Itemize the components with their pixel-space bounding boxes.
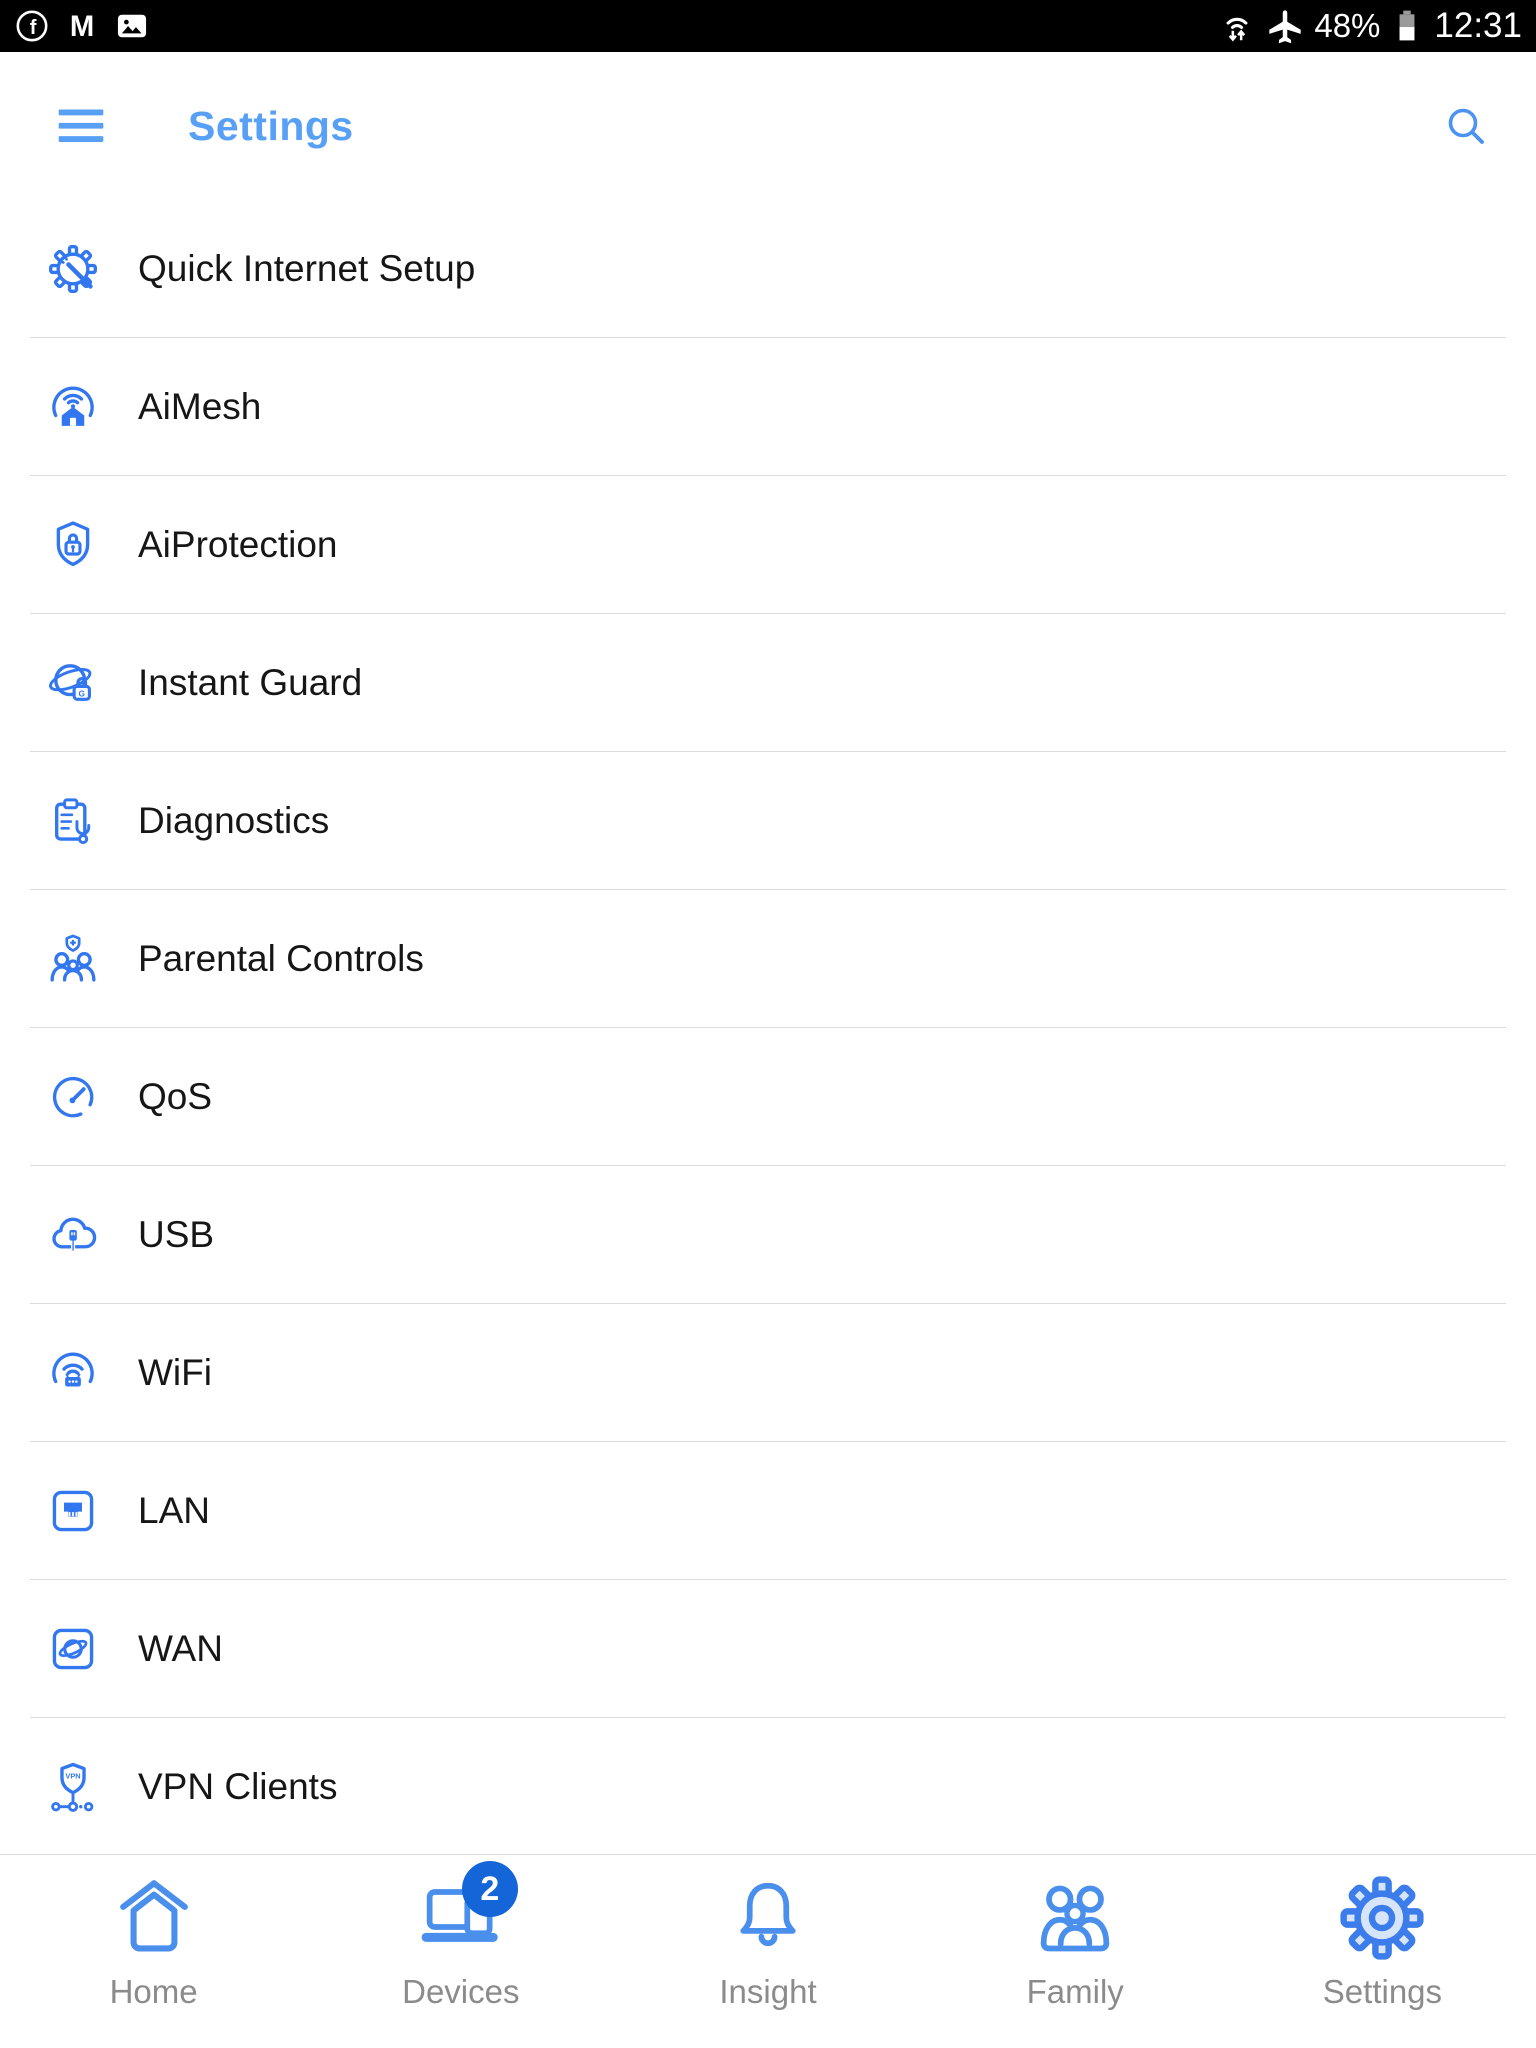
nav-item-insight[interactable] bbox=[614, 1855, 921, 2048]
menu-item-label: Instant Guard bbox=[138, 661, 363, 703]
aimesh-icon bbox=[46, 380, 100, 434]
qis-icon bbox=[46, 242, 100, 296]
nav-item-devices[interactable] bbox=[307, 1855, 614, 2048]
qos-icon bbox=[46, 1070, 100, 1124]
wan-icon bbox=[46, 1622, 100, 1676]
diagnostics-icon bbox=[46, 794, 100, 848]
insight-icon bbox=[725, 1875, 811, 1961]
home-icon bbox=[111, 1875, 197, 1961]
gallery-notification-icon bbox=[114, 8, 150, 44]
menu-item-label: AiProtection bbox=[138, 523, 338, 565]
battery-icon bbox=[1390, 7, 1424, 45]
aiprotection-icon bbox=[46, 518, 100, 572]
menu-item-label: VPN Clients bbox=[138, 1765, 338, 1807]
svg-text:VPN: VPN bbox=[65, 1771, 81, 1781]
search-icon[interactable] bbox=[1442, 102, 1490, 150]
menu-item-label: QoS bbox=[138, 1075, 213, 1117]
devices-badge: 2 bbox=[462, 1861, 518, 1917]
bottom-nav bbox=[0, 1854, 1536, 2048]
menu-item-label: Quick Internet Setup bbox=[138, 247, 476, 289]
menu-item-label: USB bbox=[138, 1213, 215, 1255]
nav-item-settings[interactable] bbox=[1229, 1855, 1536, 2048]
lan-icon bbox=[46, 1484, 100, 1538]
menu-item-wan[interactable] bbox=[30, 1580, 1506, 1718]
gmail-notification-icon bbox=[64, 8, 100, 44]
svg-text:f: f bbox=[29, 16, 37, 39]
instant-guard-icon bbox=[46, 656, 100, 710]
menu-item-parental-controls[interactable] bbox=[30, 890, 1506, 1028]
settings-gear-icon bbox=[1339, 1875, 1425, 1961]
menu-item-label: LAN bbox=[138, 1489, 210, 1531]
menu-item-instant-guard[interactable] bbox=[30, 614, 1506, 752]
wifi-status-icon bbox=[1218, 7, 1256, 45]
menu-item-lan[interactable] bbox=[30, 1442, 1506, 1580]
menu-item-label: Parental Controls bbox=[138, 937, 424, 979]
menu-item-label: WiFi bbox=[138, 1351, 212, 1393]
nav-item-label: Family bbox=[1026, 1973, 1124, 2010]
battery-percent: 48% bbox=[1314, 7, 1381, 44]
menu-item-usb[interactable] bbox=[30, 1166, 1506, 1304]
nav-item-label: Settings bbox=[1322, 1973, 1443, 2010]
wifi-icon bbox=[46, 1346, 100, 1400]
nav-item-label: Home bbox=[109, 1973, 198, 2010]
facebook-notification-icon bbox=[14, 8, 50, 44]
menu-item-wifi[interactable] bbox=[30, 1304, 1506, 1442]
menu-item-aimesh[interactable] bbox=[30, 338, 1506, 476]
nav-item-home[interactable] bbox=[0, 1855, 307, 2048]
svg-text:G: G bbox=[78, 688, 86, 699]
status-bar bbox=[0, 0, 1536, 52]
menu-item-label: AiMesh bbox=[138, 385, 262, 427]
menu-item-vpn-clients[interactable] bbox=[30, 1718, 1506, 1855]
menu-item-label: WAN bbox=[138, 1627, 223, 1669]
devices-icon bbox=[418, 1869, 504, 1961]
svg-text:M: M bbox=[69, 11, 95, 44]
clock: 12:31 bbox=[1434, 6, 1522, 45]
app-header bbox=[0, 52, 1536, 200]
airplane-mode-icon bbox=[1266, 7, 1304, 45]
menu-item-aiprotection[interactable] bbox=[30, 476, 1506, 614]
nav-item-family[interactable] bbox=[922, 1855, 1229, 2048]
menu-hamburger-icon[interactable] bbox=[58, 109, 104, 143]
nav-item-label: Insight bbox=[719, 1973, 817, 2010]
menu-item-qos[interactable] bbox=[30, 1028, 1506, 1166]
parental-controls-icon bbox=[46, 932, 100, 986]
settings-menu bbox=[0, 200, 1536, 1855]
family-icon bbox=[1032, 1875, 1118, 1961]
vpn-clients-icon bbox=[46, 1760, 100, 1814]
page-title: Settings bbox=[188, 102, 354, 149]
menu-item-quick-internet-setup[interactable] bbox=[30, 200, 1506, 338]
nav-item-label: Devices bbox=[402, 1973, 520, 2010]
menu-item-label: Diagnostics bbox=[138, 799, 330, 841]
usb-icon bbox=[46, 1208, 100, 1262]
menu-item-diagnostics[interactable] bbox=[30, 752, 1506, 890]
